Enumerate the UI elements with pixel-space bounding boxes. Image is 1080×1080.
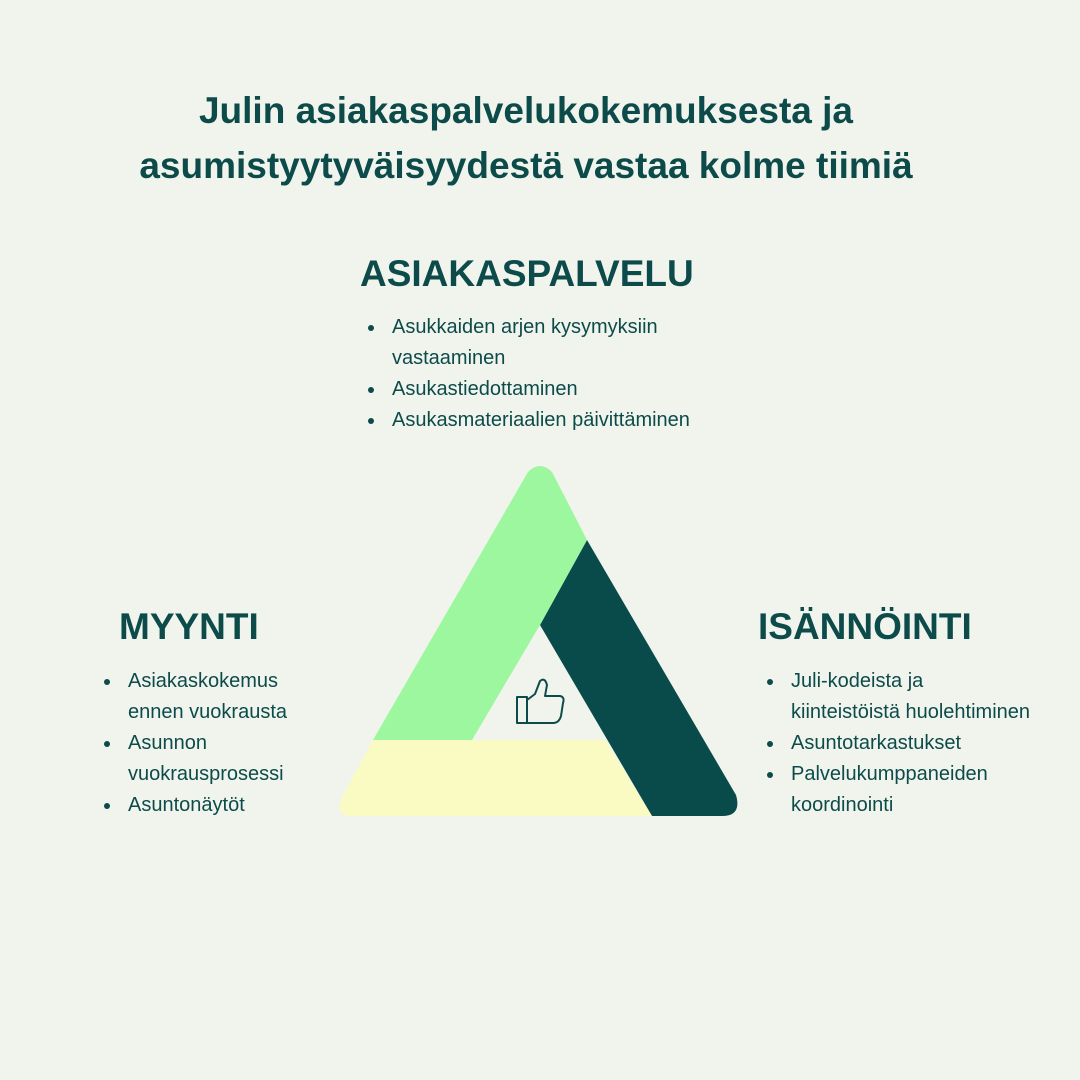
- list-isannointi: [767, 666, 1037, 821]
- list-item: Asukkaiden arjen kysymyksiin vastaaminen: [368, 312, 768, 374]
- list-myynti: [104, 666, 334, 821]
- list-item: Asuntonäytöt: [104, 790, 334, 821]
- list-item: Asukasmateriaalien päivittäminen: [368, 405, 768, 436]
- list-asiakaspalvelu: [368, 312, 768, 436]
- title-line-1: Julin asiakaspalvelukokemuksesta ja: [198, 89, 854, 131]
- team-triangle-diagram: [330, 460, 750, 825]
- list-item: Asukastiedottaminen: [368, 374, 768, 405]
- heading-myynti: MYYNTI: [119, 606, 259, 647]
- thumbs-up-icon: [517, 680, 564, 723]
- heading-asiakaspalvelu: ASIAKASPALVELU: [360, 253, 694, 294]
- list-item: Asiakaskokemus ennen vuokrausta: [104, 666, 334, 728]
- list-item: Palvelukumppaneiden koordinointi: [767, 759, 1037, 821]
- list-item: Asuntotarkastukset: [767, 728, 1037, 759]
- page-title: [0, 83, 1052, 193]
- triangle-segment-myynti: [340, 740, 652, 816]
- list-item: Asunnon vuokrausprosessi: [104, 728, 334, 790]
- list-item: Juli-kodeista ja kiinteistöistä huolehtiminen: [767, 666, 1037, 728]
- heading-isannointi: ISÄNNÖINTI: [758, 606, 972, 647]
- title-line-2: asumistyytyväisyydestä vastaa kolme tiimiä: [139, 144, 913, 186]
